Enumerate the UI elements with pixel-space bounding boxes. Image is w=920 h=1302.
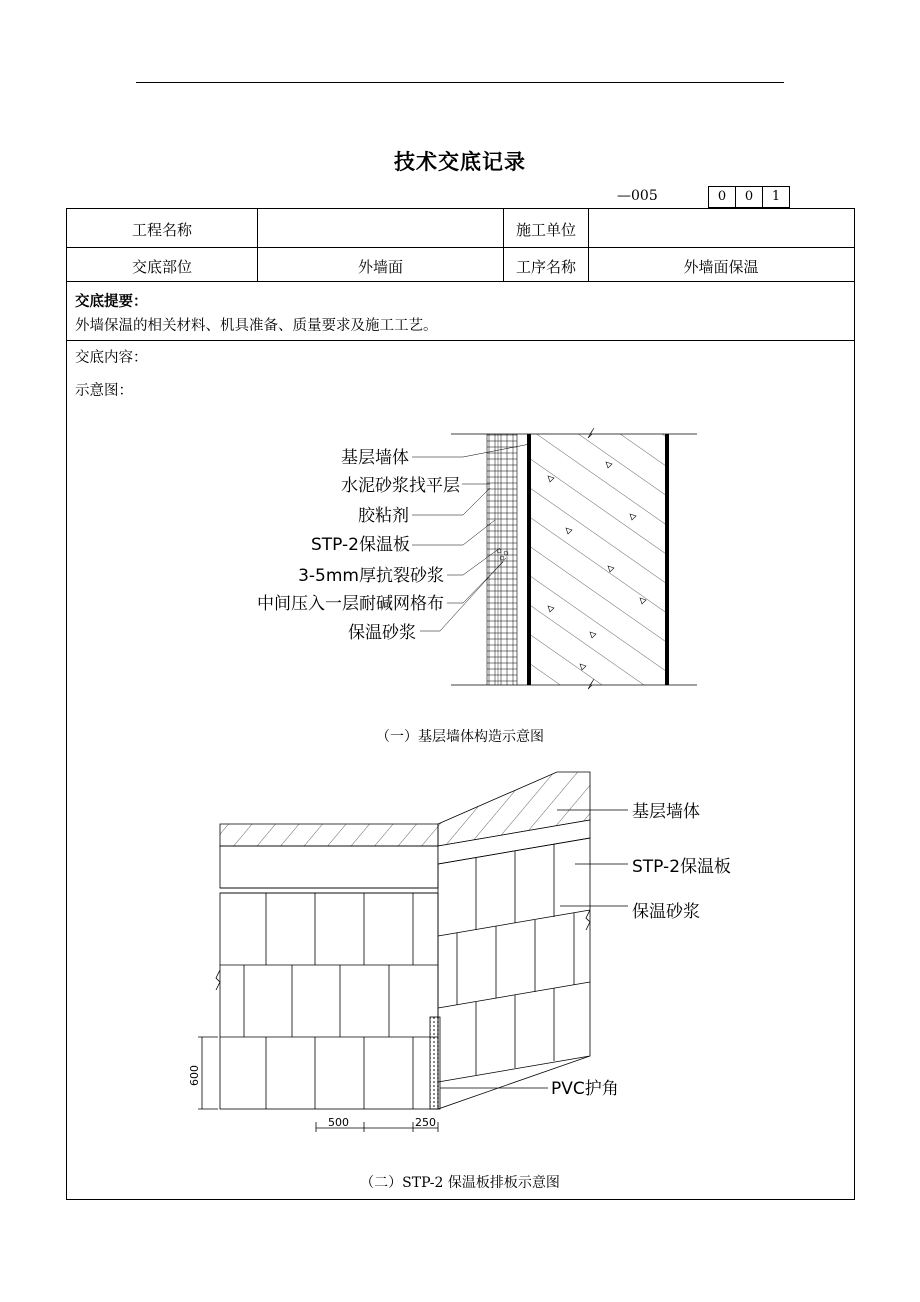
d1-label: 3-5mm厚抗裂砂浆 [298, 566, 444, 586]
diagram2-caption: （二）STP-2 保温板排板示意图 [360, 1175, 560, 1191]
d2-label: PVC护角 [551, 1079, 619, 1099]
d1-label: 中间压入一层耐碱网格布 [257, 594, 444, 614]
board-layout-diagram [0, 760, 920, 1180]
d2-label: STP-2保温板 [632, 857, 732, 877]
doc-number: —005 [617, 188, 658, 204]
d2-label: 保温砂浆 [632, 902, 700, 922]
process-label: 工序名称 [515, 258, 576, 276]
summary-text: 外墙保温的相关材料、机具准备、质量要求及施工工艺。 [75, 318, 438, 334]
process-value: 外墙面保温 [683, 258, 759, 276]
content-heading: 交底内容： [75, 350, 148, 366]
serial-digit: 0 [708, 186, 736, 208]
part-label: 交底部位 [131, 258, 192, 276]
part-value: 外墙面 [357, 258, 403, 276]
dim-width: 500 [328, 1116, 349, 1129]
d1-label: 胶粘剂 [358, 506, 409, 526]
d1-label: 水泥砂浆找平层 [341, 476, 460, 496]
dim-corner: 250 [415, 1116, 436, 1129]
serial-digit: 1 [762, 186, 790, 208]
d1-label: STP-2保温板 [310, 535, 410, 555]
page-title: 技术交底记录 [394, 149, 526, 174]
d1-label: 保温砂浆 [348, 623, 416, 643]
summary-heading: 交底提要： [75, 293, 148, 310]
construction-unit-label: 施工单位 [515, 221, 576, 239]
project-name-label: 工程名称 [131, 221, 192, 239]
d2-label: 基层墙体 [632, 802, 700, 822]
diagram1-caption: （一）基层墙体构造示意图 [376, 729, 544, 745]
dim-height: 600 [188, 1065, 201, 1086]
serial-digit: 0 [735, 186, 763, 208]
diagram-label: 示意图： [75, 383, 133, 399]
d1-label: 基层墙体 [341, 448, 409, 468]
